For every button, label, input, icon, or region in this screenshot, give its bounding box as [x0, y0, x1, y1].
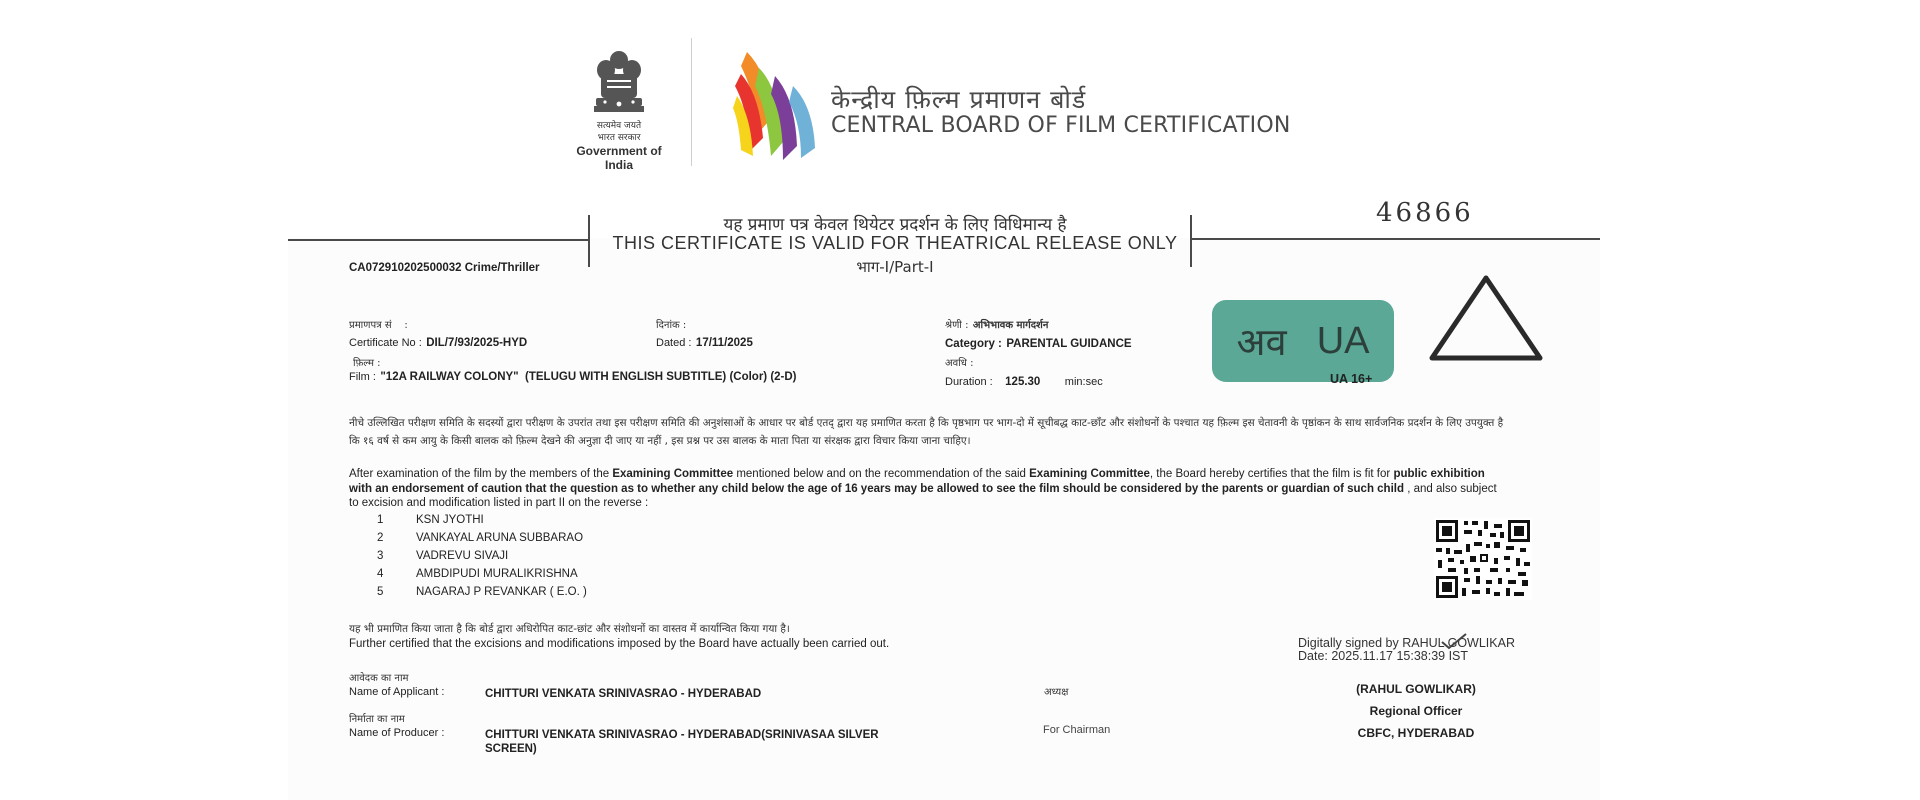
- body-hindi-paragraph: नीचे उल्लिखित परीक्षण समिति के सदस्यों द्वारा परीक्षण के उपरांत तथा इस परीक्षण समिति की अनुशंसाओं के आधार पर बोर्ड एतद् द्वारा यह प्रमाणित करता है कि पृष्ठभाग पर भाग-दो में सूचीबद्ध काट-छाँट और संशोधनों के पश्चात यह फ़िल्म इस चेतावनी के पृष्ठांकन के साथ सार्वजनिक प्रदर्शन के लिए उपयुक्त है कि १६ वर्ष से कम आयु के किसी बालक को फ़िल्म देखने की अनुज्ञा दी जाए या नहीं , इस प्रश्न पर उस बालक के माता पिता या संरक्षक द्वारा विचार किया जाना चाहिए।: [349, 417, 1504, 447]
- board-name-hindi: केन्द्रीय फ़िल्म प्रमाणन बोर्ड: [831, 85, 1087, 114]
- triangle-icon: [1426, 274, 1546, 364]
- film-label-hindi: फ़िल्म :: [353, 358, 381, 369]
- signatory-name: (RAHUL GOWLIKAR): [1356, 682, 1476, 696]
- producer-value: [485, 728, 879, 756]
- producer-value-line2: SCREEN): [485, 743, 537, 755]
- category-value: PARENTAL GUIDANCE: [1006, 338, 1132, 350]
- duration-label-hindi: अवधि :: [945, 358, 974, 369]
- banner-tick-right: [1190, 215, 1192, 267]
- category-label-hindi: श्रेणी :: [945, 320, 969, 331]
- cert-no-label: Certificate No :: [349, 337, 422, 349]
- lion-capital-icon: [591, 48, 647, 120]
- dated-value: 17/11/2025: [695, 337, 753, 349]
- duration-label: Duration :: [945, 376, 993, 388]
- reference-number: CA072910202500032 Crime/Thriller: [349, 262, 540, 274]
- cbfc-logo-icon: [733, 46, 817, 162]
- national-emblem: [566, 48, 672, 172]
- board-name-english: CENTRAL BOARD OF FILM CERTIFICATION: [831, 113, 1291, 138]
- cert-no-label-hindi: प्रमाणपत्र सं :: [349, 320, 408, 331]
- dated-row: [656, 333, 753, 351]
- further-certified-english: Further certified that the excisions and modifications imposed by the Board have actually been carried out.: [349, 638, 890, 650]
- duration-row: [945, 372, 1103, 390]
- applicant-value: CHITTURI VENKATA SRINIVASRAO - HYDERABAD: [485, 688, 762, 700]
- emblem-hindi-caption: भारत सरकार: [597, 133, 641, 143]
- rating-badge-english: UA: [1316, 319, 1370, 362]
- validity-hindi: यह प्रमाण पत्र केवल थियेटर प्रदर्शन के लिए विधिमान्य है: [723, 215, 1067, 235]
- signatory-office: CBFC, HYDERABAD: [1357, 726, 1475, 740]
- signature-check-icon: [1440, 632, 1468, 650]
- applicant-label: Name of Applicant :: [349, 686, 445, 698]
- for-chairman-label: For Chairman: [1043, 724, 1111, 736]
- film-label: Film :: [349, 371, 376, 383]
- validity-english: THIS CERTIFICATE IS VALID FOR THEATRICAL RELEASE ONLY: [612, 233, 1178, 253]
- producer-value-line1: CHITTURI VENKATA SRINIVASRAO - HYDERABAD(SRINIVASAA SILVER: [485, 729, 879, 741]
- digital-signature: [1298, 637, 1515, 663]
- header-divider: [691, 38, 692, 166]
- duration-unit: min:sec: [1064, 376, 1103, 388]
- applicant-label-hindi: आवेदक का नाम: [349, 673, 409, 684]
- banner-line-right: [1192, 238, 1600, 240]
- rating-badge: [1212, 300, 1394, 382]
- chairman-label-hindi: अध्यक्ष: [1044, 687, 1069, 698]
- category-label: Category :: [945, 338, 1002, 350]
- cert-no-value: DIL/7/93/2025-HYD: [426, 337, 528, 349]
- serial-number: 46866: [1376, 198, 1474, 228]
- digital-signature-by: Digitally signed by RAHUL GOWLIKAR: [1298, 636, 1515, 650]
- cert-no-row: [349, 333, 527, 351]
- signatory-block: [1316, 678, 1516, 744]
- dated-label: Dated :: [656, 337, 692, 349]
- dated-label-hindi: दिनांक :: [656, 320, 687, 331]
- government-of-india-caption: Government of India: [576, 144, 662, 172]
- part-label: भाग-I/Part-I: [856, 258, 934, 276]
- rating-subtitle: UA 16+: [1330, 372, 1373, 386]
- rating-badge-hindi: अव: [1236, 320, 1287, 364]
- further-certified-hindi: यह भी प्रमाणित किया जाता है कि बोर्ड द्वारा अधिरोपित काट-छांट और संशोधनों का वास्तव में कार्यान्वित किया गया है।: [349, 623, 790, 635]
- digital-signature-date: Date: 2025.11.17 15:38:39 IST: [1298, 649, 1469, 663]
- qr-code-icon: [1434, 518, 1532, 600]
- producer-label: Name of Producer :: [349, 727, 445, 739]
- category-value-hindi: अभिभावक मार्गदर्शन: [972, 320, 1049, 331]
- film-title: "12A RAILWAY COLONY" (TELUGU WITH ENGLISH SUBTITLE) (Color) (2-D): [380, 371, 797, 383]
- film-row: [349, 367, 797, 385]
- emblem-motto: सत्यमेव जयते: [596, 121, 642, 131]
- category-row: [945, 334, 1132, 352]
- signatory-designation: Regional Officer: [1369, 704, 1463, 718]
- duration-value: 125.30: [1005, 376, 1041, 388]
- body-english-paragraph: After examination of the film by the members of the Examining Committee mentioned below and on the recommendation of the said Examining Committee, the Board hereby certifies that the film is fit for public exhibition with an endorsement of caution that the question as to whether any child below the age of 16 years may be allowed to see the film should be considered by the parents or guardian of such child , and also subject to excision and modification listed in part II on the reverse :: [349, 468, 1497, 510]
- producer-label-hindi: निर्माता का नाम: [349, 714, 405, 725]
- banner-tick-left: [588, 215, 590, 267]
- category-hindi-row: [945, 315, 1048, 333]
- banner-line-left: [288, 239, 590, 241]
